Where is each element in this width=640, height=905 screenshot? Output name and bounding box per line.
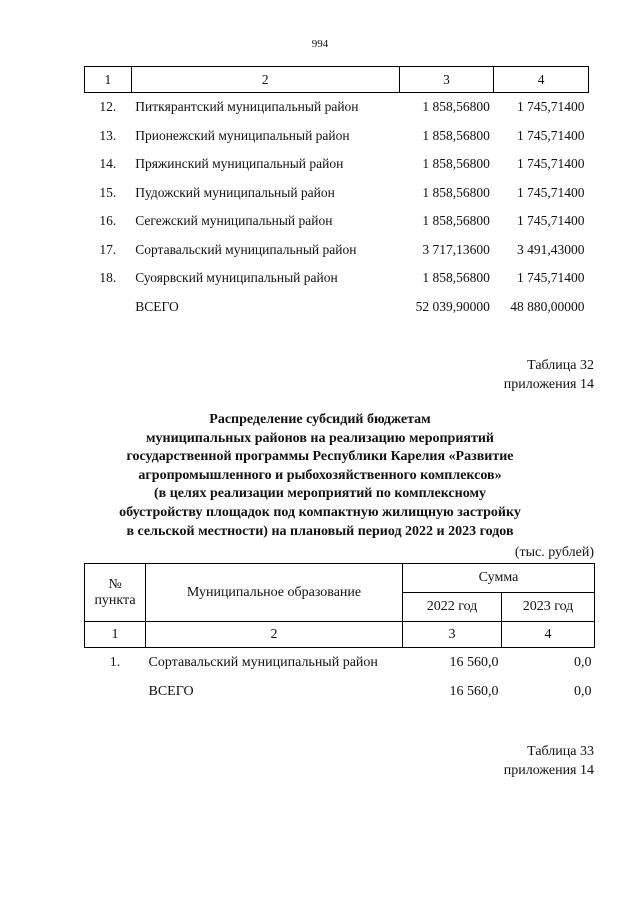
table-total-row	[85, 677, 595, 706]
table-row	[85, 648, 595, 678]
table-row	[85, 93, 589, 122]
municipality-name: Сегежский муниципальный район	[135, 213, 333, 229]
row-number: 1.	[109, 654, 121, 670]
table-row	[85, 264, 589, 293]
value-col3: 1 858,56800	[422, 270, 490, 286]
table-31-continuation	[84, 66, 589, 321]
title-line: агропромышленного и рыбохозяйственного комплексов»	[138, 467, 502, 483]
table-32-title	[40, 411, 600, 541]
table-index-row	[85, 622, 595, 648]
value-col3: 1 858,56800	[422, 213, 490, 229]
municipality-name: Сортавальский муниципальный район	[135, 241, 357, 257]
header-2022: 2022 год	[403, 593, 502, 622]
page-number: 994	[311, 38, 329, 50]
row-number: 17.	[99, 241, 117, 257]
total-col4: 48 880,00000	[510, 298, 585, 314]
value-col4: 1 745,71400	[517, 270, 585, 286]
total-label: ВСЕГО	[135, 298, 179, 314]
caption-line: приложения 14	[503, 377, 594, 392]
municipality-name: Прионежский муниципальный район	[135, 127, 350, 143]
municipality-name: Пряжинский муниципальный район	[135, 156, 344, 172]
row-number: 12.	[99, 99, 117, 115]
table-32-caption	[504, 356, 594, 394]
municipality-name: Сортавальский муниципальный район	[148, 654, 378, 670]
header-cell: 1	[85, 67, 132, 93]
header-municipality: Муниципальное образование	[146, 564, 403, 622]
value-col4: 1 745,71400	[517, 156, 585, 172]
index-cell: 3	[403, 622, 502, 648]
row-number: 14.	[99, 156, 117, 172]
title-line: обустройству площадок под компактную жилищную застройку	[119, 504, 521, 520]
municipality-name: Суоярвский муниципальный район	[135, 270, 338, 286]
table-row	[85, 236, 589, 265]
unit-label: (тыс. рублей)	[514, 545, 594, 560]
title-line: в сельской местности) на плановый период 2022 и 2023 годов	[126, 523, 514, 539]
total-label: ВСЕГО	[148, 683, 194, 699]
caption-line: Таблица 33	[527, 744, 594, 759]
value-2022: 16 560,0	[449, 654, 499, 670]
value-col4: 3 491,43000	[517, 241, 585, 257]
table-total-row	[85, 293, 589, 322]
value-col4: 1 745,71400	[517, 127, 585, 143]
table-row	[85, 122, 589, 151]
header-2023: 2023 год	[502, 593, 595, 622]
value-col3: 1 858,56800	[422, 99, 490, 115]
title-line: государственной программы Республики Карелия «Развитие	[126, 449, 514, 465]
title-line: (в целях реализации мероприятий по комплексному	[154, 486, 486, 502]
header-number: № пункта	[85, 564, 146, 622]
municipality-name: Пудожский муниципальный район	[135, 184, 335, 200]
row-number: 18.	[99, 270, 117, 286]
table-header-row	[85, 67, 589, 93]
municipality-name: Питкярантский муниципальный район	[135, 99, 359, 115]
index-cell: 1	[85, 622, 146, 648]
header-sum: Сумма	[403, 564, 595, 593]
value-col4: 1 745,71400	[517, 213, 585, 229]
value-col3: 1 858,56800	[422, 184, 490, 200]
table-row	[85, 207, 589, 236]
table-33-caption	[504, 742, 594, 780]
row-number: 15.	[99, 184, 117, 200]
table-header-row	[85, 564, 595, 593]
caption-line: Таблица 32	[527, 358, 594, 373]
value-col3: 1 858,56800	[422, 156, 490, 172]
value-col4: 1 745,71400	[517, 99, 585, 115]
index-cell: 4	[502, 622, 595, 648]
value-col3: 3 717,13600	[422, 241, 490, 257]
table-row	[85, 150, 589, 179]
row-number: 13.	[99, 127, 117, 143]
value-col4: 1 745,71400	[517, 184, 585, 200]
index-cell: 2	[146, 622, 403, 648]
total-2023: 0,0	[574, 683, 592, 699]
value-col3: 1 858,56800	[422, 127, 490, 143]
header-cell: 3	[399, 67, 494, 93]
title-line: муниципальных районов на реализацию мероприятий	[146, 430, 494, 446]
table-row	[85, 179, 589, 208]
title-line: Распределение субсидий бюджетам	[209, 412, 431, 427]
table-32	[84, 563, 595, 706]
header-cell: 2	[131, 67, 399, 93]
total-col3: 52 039,90000	[415, 298, 490, 314]
value-2023: 0,0	[574, 654, 592, 670]
caption-line: приложения 14	[503, 763, 594, 778]
row-number: 16.	[99, 213, 117, 229]
header-cell: 4	[494, 67, 589, 93]
total-2022: 16 560,0	[449, 683, 499, 699]
